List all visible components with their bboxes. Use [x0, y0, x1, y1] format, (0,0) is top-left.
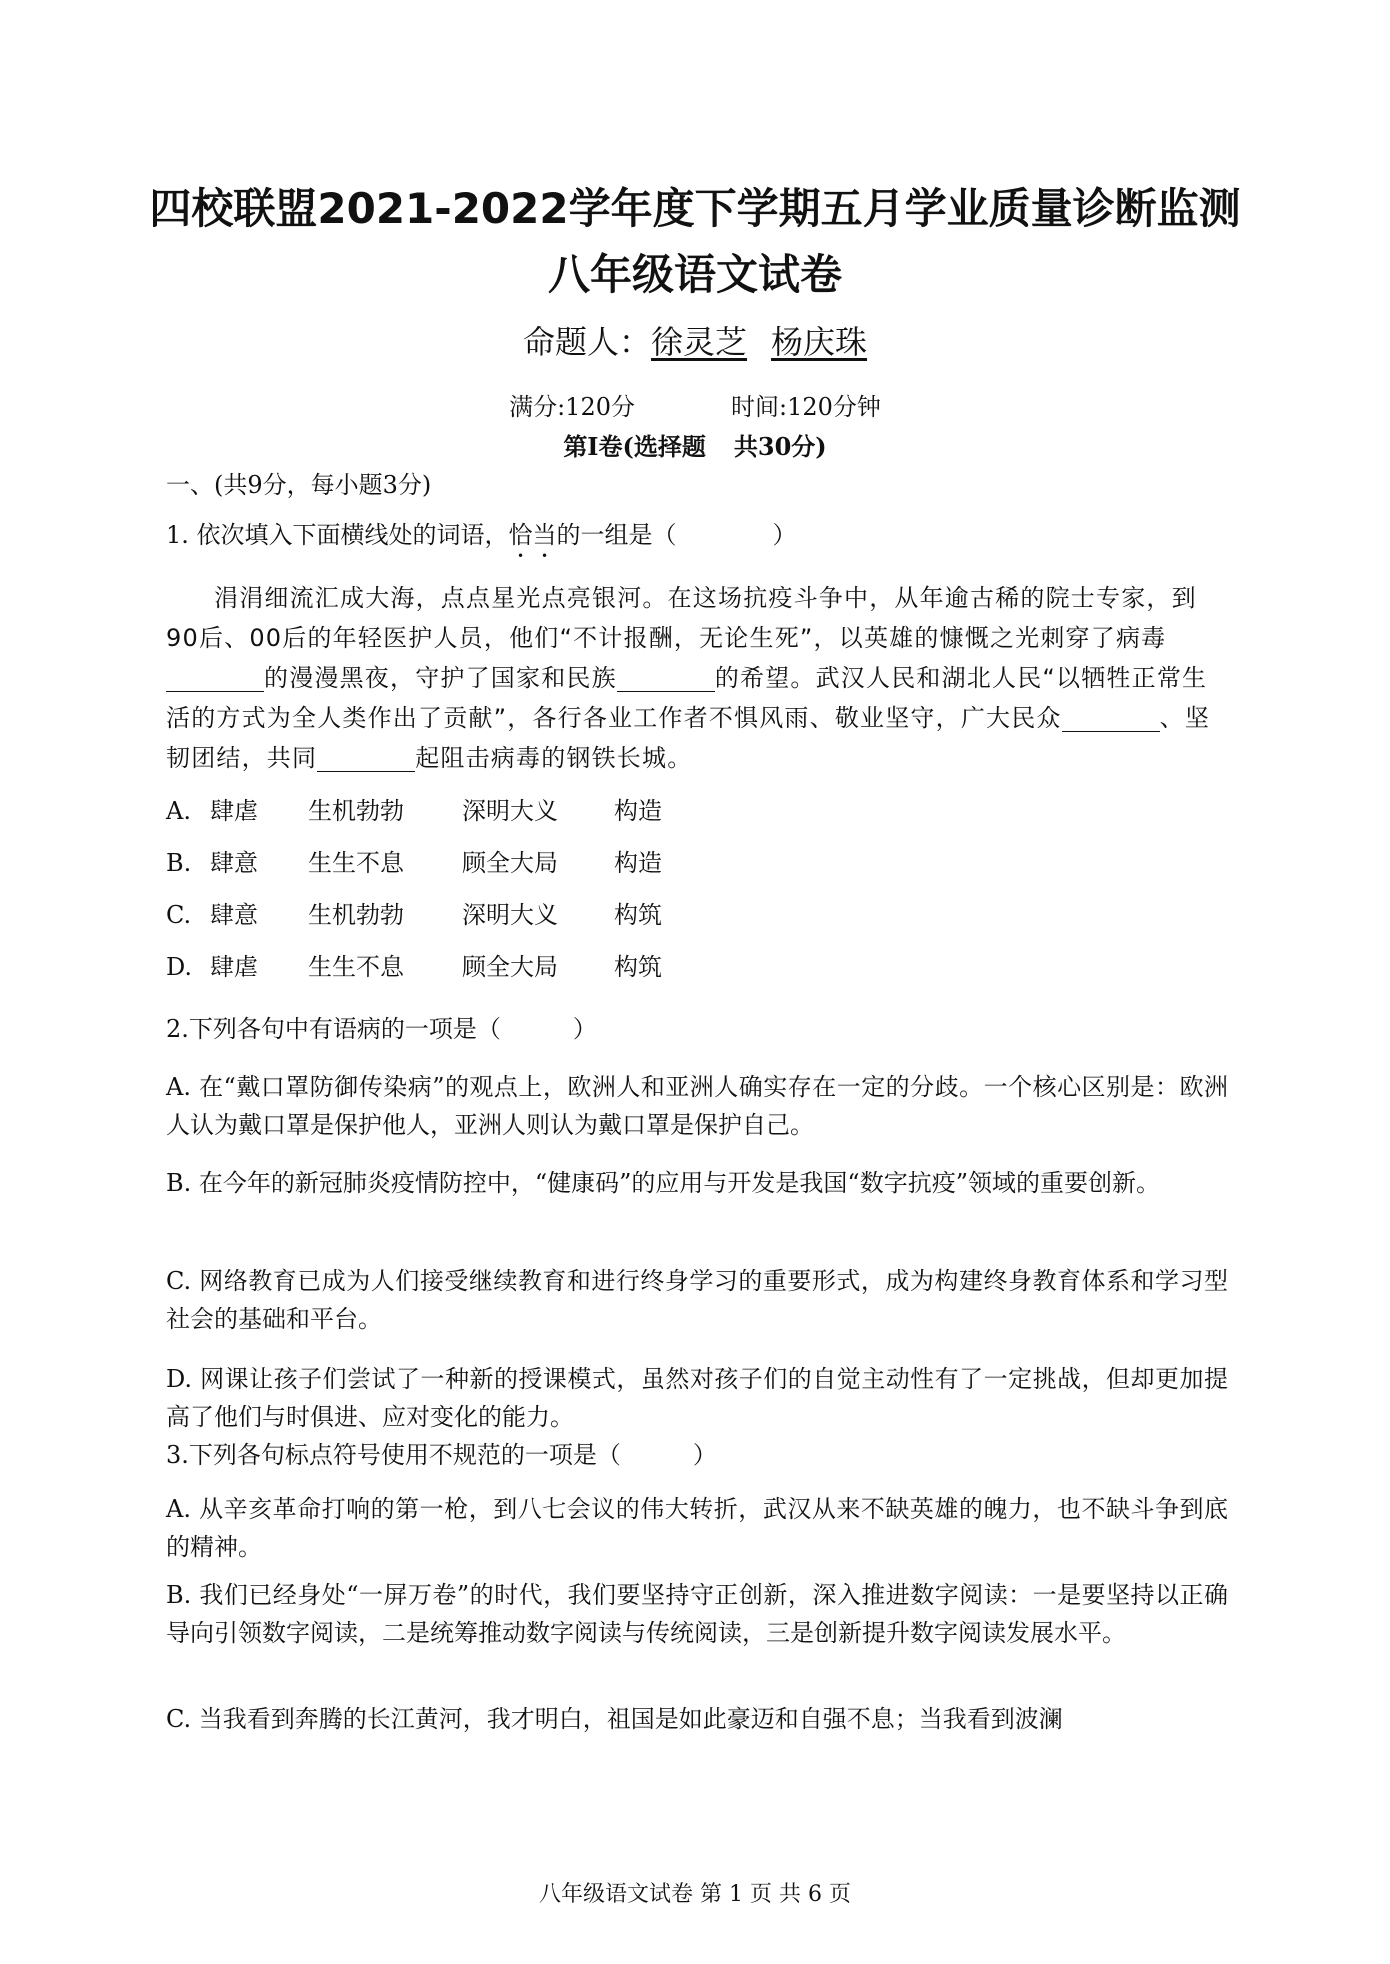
q1-prompt: [166, 516, 1228, 563]
exam-time: 时间:120分钟: [731, 393, 881, 421]
q1-passage-part-3: 的希望。武汉人民和湖北人民“以牺牲正常生活的方式为全人类作出了贡献”，各行各业工作者不惧风雨、敬业坚守，广大民众: [166, 664, 1208, 732]
q1-passage-part-5: 起阻击病毒的钢铁长城。: [415, 744, 693, 772]
q3-choice-a: A. 从辛亥革命打响的第一枪，到八七会议的伟大转折，武汉从来不缺英雄的魄力，也不缺斗争到底的精神。: [166, 1495, 1228, 1561]
q1-passage-part-1: 涓涓细流汇成大海，点点星光点亮银河。在这场抗疫斗争中，从年逾古稀的院士专家，到90后、00后的年轻医护人员，他们“不计报酬，无论生死”，以英雄的慷慨之光刺穿了病毒: [166, 584, 1197, 652]
q1-blank-4: [317, 743, 415, 772]
author-name-1: 徐灵芝: [650, 323, 747, 361]
q1-blank-1: [166, 663, 264, 692]
section-heading: [0, 430, 1390, 464]
q2-choice-c: C. 网络教育已成为人们接受继续教育和进行终身学习的重要形式，成为构建终身教育体系和学习型社会的基础和平台。: [166, 1267, 1228, 1333]
score-time-line: [0, 390, 1390, 424]
author-name-2: 杨庆珠: [771, 323, 868, 361]
authors-line: [0, 320, 1390, 364]
q1-blank-2: [617, 663, 715, 692]
q1-passage-part-2: 的漫漫黑夜，守护了国家和民族: [264, 664, 617, 692]
q1-prompt-emphasis: 恰当: [508, 521, 557, 549]
q2-choice-d: D. 网课让孩子们尝试了一种新的授课模式，虽然对孩子们的自觉主动性有了一定挑战，但却更加提高了他们与时俱进、应对变化的能力。: [166, 1365, 1228, 1431]
page-footer: 八年级语文试卷 第 1 页 共 6 页: [539, 1882, 851, 1907]
q2-choice-a: A. 在“戴口罩防御传染病”的观点上，欧洲人和亚洲人确实存在一定的分歧。一个核心区别是：欧洲人认为戴口罩是保护他人，亚洲人则认为戴口罩是保护自己。: [166, 1073, 1228, 1139]
section-name: 第Ⅰ卷(选择题: [563, 432, 706, 461]
q1-option-d: D. 肆虐 生生不息 顾全大局 构筑: [166, 953, 662, 981]
q3-choice-c: C. 当我看到奔腾的长江黄河，我才明白，祖国是如此豪迈和自强不息；当我看到波澜: [166, 1705, 1063, 1733]
q1-passage-part-4: 、坚韧团结，共同: [166, 704, 1211, 772]
exam-title: 四校联盟2021-2022学年度下学期五月学业质量诊断监测: [149, 184, 1241, 233]
q3-choice-b: B. 我们已经身处“一屏万卷”的时代，我们要坚持守正创新，深入推进数字阅读：一是要坚持以正确导向引领数字阅读，二是统筹推动数字阅读与传统阅读，三是创新提升数字阅读发展水平。: [166, 1581, 1228, 1647]
author-prefix: 命题人：: [522, 323, 651, 361]
q2-choice-b: B. 在今年的新冠肺炎疫情防控中，“健康码”的应用与开发是我国“数字抗疫”领域的重要创新。: [166, 1169, 1160, 1197]
section-score: 共30分): [733, 432, 827, 461]
q1-option-a: A. 肆虐 生机勃勃 深明大义 构造: [166, 797, 662, 825]
q1-option-b: B. 肆意 生生不息 顾全大局 构造: [166, 849, 662, 877]
q1-blank-3: [1062, 703, 1160, 732]
q3-prompt: 3.下列各句标点符号使用不规范的一项是（ ）: [166, 1441, 717, 1469]
q1-passage: [166, 578, 1228, 778]
q1-option-c: C. 肆意 生机勃勃 深明大义 构筑: [166, 901, 662, 929]
exam-subtitle: 八年级语文试卷: [547, 250, 842, 299]
part-one-heading: 一、(共9分，每小题3分): [166, 471, 432, 499]
q2-prompt: 2.下列各句中有语病的一项是（ ）: [166, 1015, 597, 1043]
full-score: 满分:120分: [509, 393, 635, 421]
q1-prompt-start: 1. 依次填入下面横线处的词语，: [166, 521, 509, 549]
q1-prompt-end: 的一组是（ ）: [556, 521, 797, 549]
